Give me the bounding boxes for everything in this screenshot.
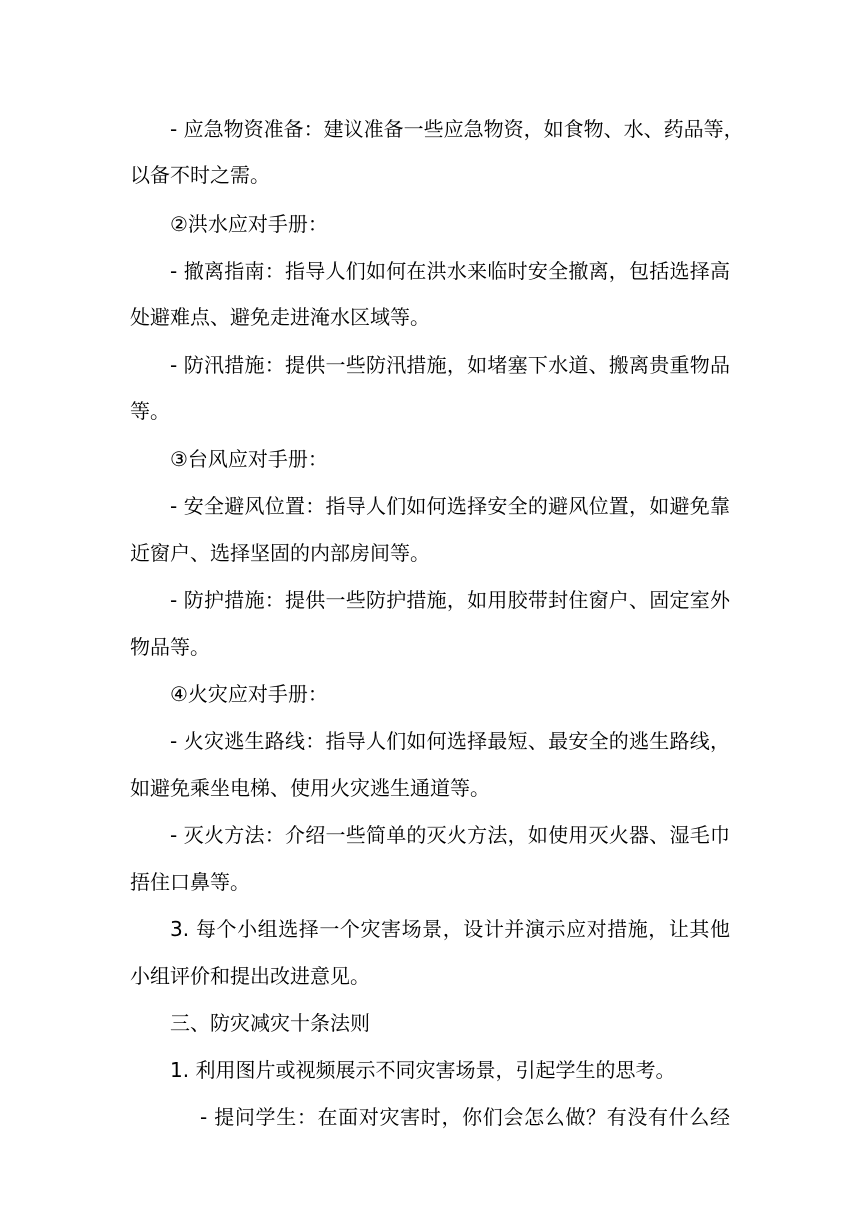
text-line-10: 近窗户、选择坚固的内部房间等。 xyxy=(130,541,430,565)
text-line-9: - 安全避风位置：指导人们如何选择安全的避风位置，如避免靠 xyxy=(170,494,730,518)
text-line-14: - 火灾逃生路线：指导人们如何选择最短、最安全的逃生路线， xyxy=(170,729,730,753)
text-line-6: - 防汛措施：提供一些防汛措施，如堵塞下水道、搬离贵重物品 xyxy=(170,353,730,377)
text-line-11: - 防护措施：提供一些防护措施，如用胶带封住窗户、固定室外 xyxy=(170,588,730,612)
text-line-7: 等。 xyxy=(130,399,170,423)
text-line-18: 3. 每个小组选择一个灾害场景，设计并演示应对措施，让其他 xyxy=(170,917,730,941)
text-line-8: ③台风应对手册： xyxy=(170,447,328,471)
text-line-17: 捂住口鼻等。 xyxy=(130,870,250,894)
text-line-22: - 提问学生：在面对灾害时，你们会怎么做？有没有什么经 xyxy=(200,1105,730,1129)
text-line-16: - 灭火方法：介绍一些简单的灭火方法，如使用灭火器、湿毛巾 xyxy=(170,823,730,847)
text-line-3: ②洪水应对手册： xyxy=(170,212,328,236)
text-line-21: 1. 利用图片或视频展示不同灾害场景，引起学生的思考。 xyxy=(170,1058,676,1082)
text-line-4: - 撤离指南：指导人们如何在洪水来临时安全撤离，包括选择高 xyxy=(170,259,730,283)
text-line-19: 小组评价和提出改进意见。 xyxy=(130,964,370,988)
section-heading: 三、防灾减灾十条法则 xyxy=(170,1011,370,1035)
text-line-5: 处避难点、避免走进淹水区域等。 xyxy=(130,305,430,329)
text-line-2: 以备不时之需。 xyxy=(130,163,270,187)
text-line-12: 物品等。 xyxy=(130,635,210,659)
text-line-1: - 应急物资准备：建议准备一些应急物资，如食物、水、药品等， xyxy=(170,117,744,141)
text-line-13: ④火灾应对手册： xyxy=(170,682,328,706)
text-line-15: 如避免乘坐电梯、使用火灾逃生通道等。 xyxy=(130,776,490,800)
